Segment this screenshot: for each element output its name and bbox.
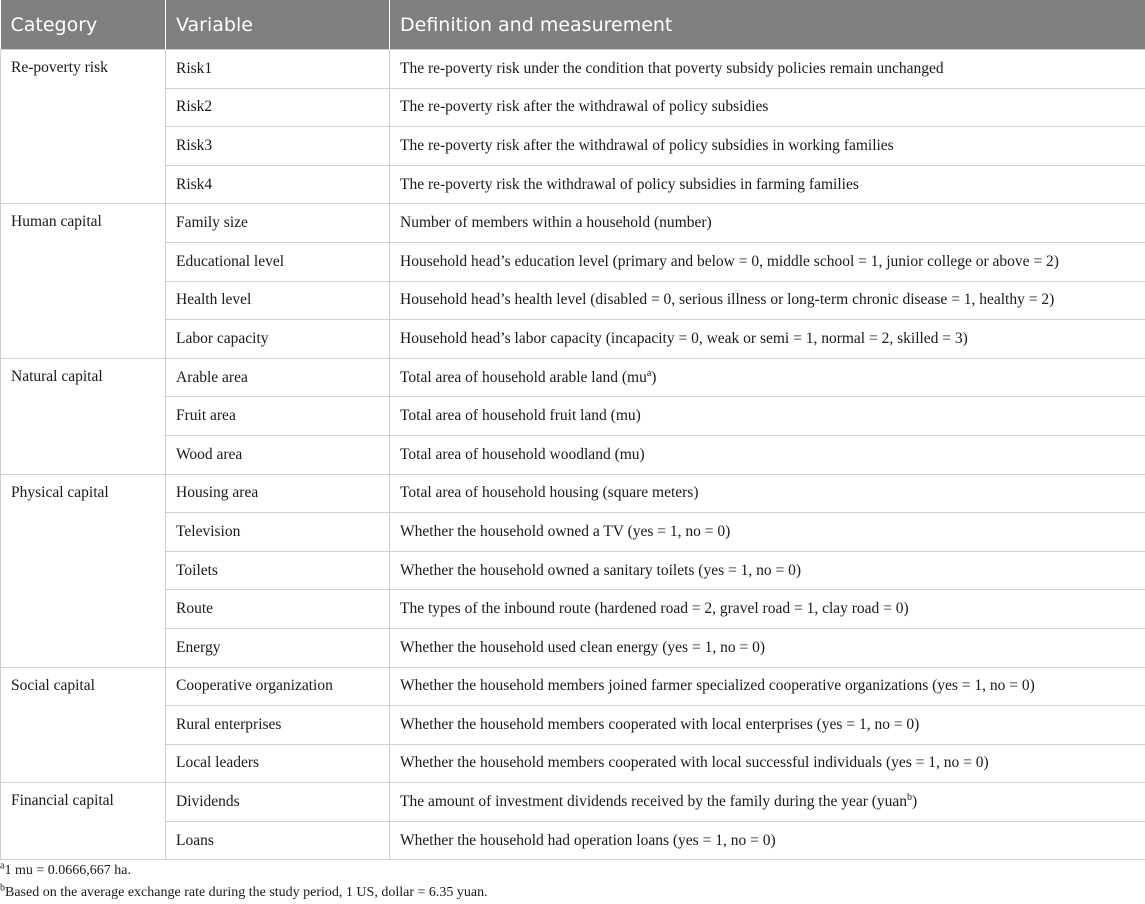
header-definition: Definition and measurement [390,0,1145,50]
definition-cell [390,744,1145,783]
table-row [1,474,1145,513]
variable-cell: Arable area [166,358,390,397]
definition-text: Whether the household members cooperated with local successful individuals (yes = 1, no = 0) [400,754,989,771]
definition-cell [390,474,1145,513]
definition-text: Whether the household owned a sanitary toilets (yes = 1, no = 0) [400,562,801,579]
definition-text: The re-poverty risk after the withdrawal of policy subsidies [400,98,768,115]
header-row [1,0,1145,50]
variable-cell: Rural enterprises [166,706,390,745]
variable-cell: Risk4 [166,165,390,204]
definition-cell [390,667,1145,706]
footnote-mark: b [907,792,912,803]
footnote-a-mark: a [0,860,4,871]
table-row [1,513,1145,552]
definition-cell [390,628,1145,667]
variable-cell: Housing area [166,474,390,513]
header-category: Category [1,0,166,50]
variable-cell: Fruit area [166,397,390,436]
definition-cell [390,551,1145,590]
definition-text: Whether the household had operation loans (yes = 1, no = 0) [400,832,776,849]
table-row [1,628,1145,667]
definition-cell [390,783,1145,822]
footnote-mark: a [647,367,651,378]
table-row [1,590,1145,629]
definition-text: Total area of household housing (square meters) [400,484,699,501]
definition-cell [390,127,1145,166]
definition-cell [390,281,1145,320]
definition-text: Total area of household woodland (mu) [400,446,645,463]
definition-cell [390,513,1145,552]
variable-cell: Route [166,590,390,629]
footnotes [0,860,1145,904]
variable-cell: Risk3 [166,127,390,166]
definition-cell [390,50,1145,89]
definition-text: Household head’s education level (primary and below = 0, middle school = 1, junior college or above = 2) [400,253,1059,270]
table-row [1,821,1145,860]
category-cell: Human capital [1,204,166,358]
definition-cell [390,821,1145,860]
table-row [1,88,1145,127]
definition-cell [390,204,1145,243]
table-row [1,706,1145,745]
variable-cell: Local leaders [166,744,390,783]
table-row [1,397,1145,436]
definition-text: The amount of investment dividends received by the family during the year (yuan [400,793,907,810]
definition-text: Total area of household arable land (mu [400,369,647,386]
category-cell: Financial capital [1,783,166,860]
table-row [1,242,1145,281]
footnote-b-mark: b [0,882,5,893]
category-cell: Natural capital [1,358,166,474]
table-row [1,358,1145,397]
definition-cell [390,320,1145,359]
variable-cell: Loans [166,821,390,860]
table-row [1,667,1145,706]
category-cell: Re-poverty risk [1,50,166,204]
footnote-a-text: 1 mu = 0.0666,667 ha. [4,863,131,878]
definition-cell [390,590,1145,629]
variable-cell: Toilets [166,551,390,590]
definition-cell [390,88,1145,127]
definition-text: Whether the household members cooperated with local enterprises (yes = 1, no = 0) [400,716,919,733]
variable-cell: Wood area [166,435,390,474]
variable-cell: Energy [166,628,390,667]
definition-text: Household head’s labor capacity (incapacity = 0, weak or semi = 1, normal = 2, skilled = 3) [400,330,968,347]
definition-text: Number of members within a household (number) [400,214,712,231]
definition-cell [390,397,1145,436]
footnote-a [0,860,1145,882]
variable-cell: Cooperative organization [166,667,390,706]
definition-text: Whether the household used clean energy (yes = 1, no = 0) [400,639,765,656]
variable-cell: Labor capacity [166,320,390,359]
table-row [1,281,1145,320]
variable-cell: Dividends [166,783,390,822]
definition-cell [390,358,1145,397]
variable-cell: Family size [166,204,390,243]
table-body [1,50,1145,860]
definition-text: Whether the household members joined farmer specialized cooperative organizations (yes = 1, no = 0) [400,677,1035,694]
definition-text: Total area of household fruit land (mu) [400,407,641,424]
table-row [1,551,1145,590]
variable-cell: Health level [166,281,390,320]
header-variable: Variable [166,0,390,50]
definition-text: The re-poverty risk after the withdrawal of policy subsidies in working families [400,137,894,154]
definition-text: The re-poverty risk under the condition that poverty subsidy policies remain unchanged [400,60,944,77]
category-cell: Physical capital [1,474,166,667]
variable-cell: Risk2 [166,88,390,127]
definition-cell [390,165,1145,204]
category-cell: Social capital [1,667,166,783]
variable-cell: Educational level [166,242,390,281]
footnote-b-text: Based on the average exchange rate during the study period, 1 US, dollar = 6.35 yuan. [5,885,488,900]
variable-cell: Television [166,513,390,552]
table-row [1,204,1145,243]
footnote-b [0,882,1145,904]
definition-text-after: ) [651,369,656,386]
table-row [1,744,1145,783]
definition-text: The types of the inbound route (hardened road = 2, gravel road = 1, clay road = 0) [400,600,909,617]
definition-text: The re-poverty risk the withdrawal of policy subsidies in farming families [400,176,859,193]
table-row [1,783,1145,822]
table-row [1,165,1145,204]
variable-cell: Risk1 [166,50,390,89]
definition-text-after: ) [912,793,917,810]
definition-text: Whether the household owned a TV (yes = 1, no = 0) [400,523,730,540]
table-row [1,320,1145,359]
definition-cell [390,706,1145,745]
definition-cell [390,435,1145,474]
table-row [1,50,1145,89]
definition-cell [390,242,1145,281]
table-row [1,127,1145,166]
definition-text: Household head’s health level (disabled = 0, serious illness or long-term chronic disease = 1, healthy = 2) [400,291,1054,308]
table-row [1,435,1145,474]
